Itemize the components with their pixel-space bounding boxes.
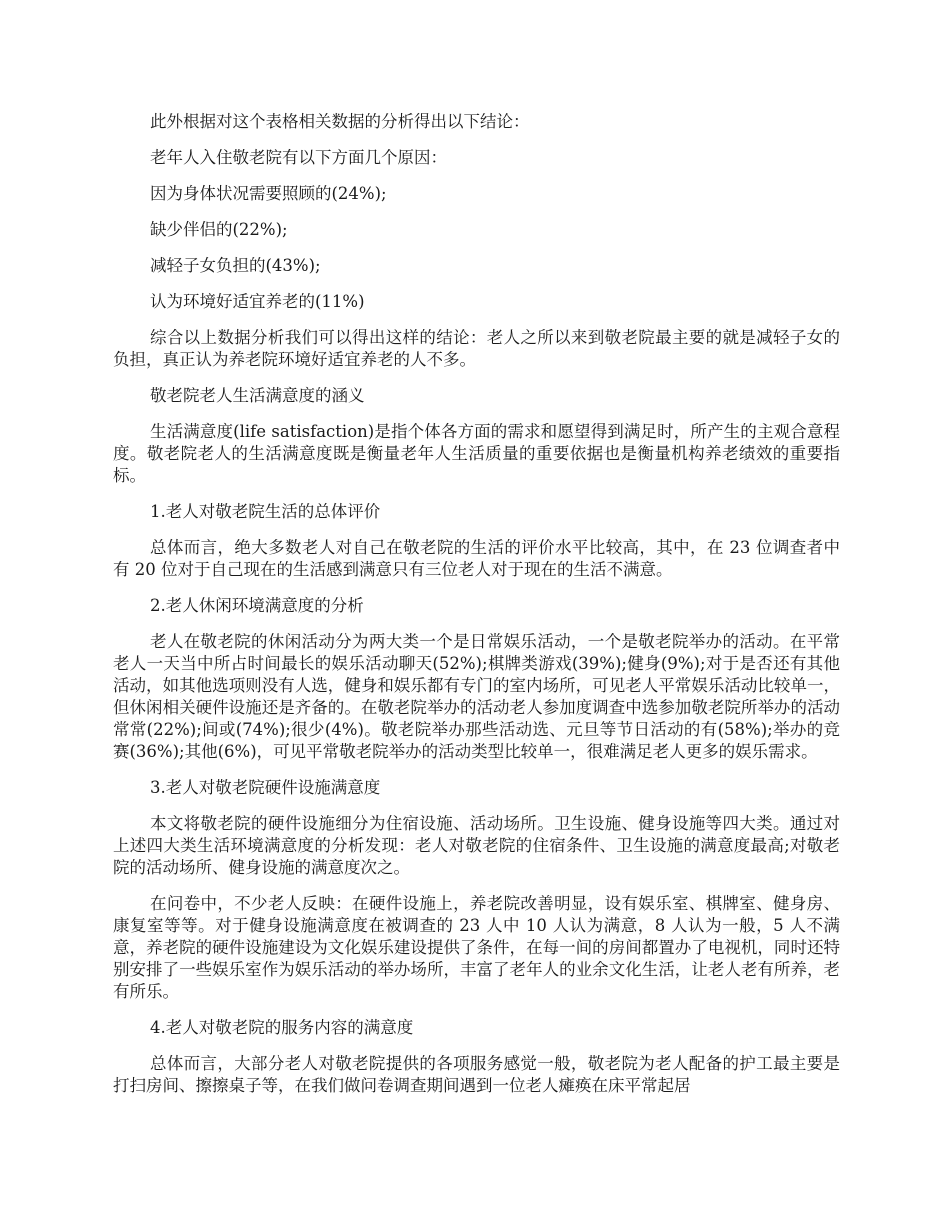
- paragraph-overall-evaluation: 总体而言，绝大多数老人对自己在敬老院的生活的评价水平比较高，其中，在 23 位调查者中有 20 位对于自己现在的生活感到满意只有三位老人对于现在的生活不满意。: [113, 538, 840, 579]
- section-heading-3: 3.老人对敬老院硬件设施满意度: [150, 778, 381, 797]
- section-heading-satisfaction-meaning: 敬老院老人生活满意度的涵义: [150, 386, 365, 405]
- document-body: [113, 111, 840, 1111]
- list-item-environment: 认为环境好适宜养老的(11%): [150, 292, 365, 311]
- paragraph-summary: 综合以上数据分析我们可以得出这样的结论：老人之所以来到敬老院最主要的就是减轻子女的负担，真正认为养老院环境好适宜养老的人不多。: [113, 328, 840, 369]
- section-heading-1: 1.老人对敬老院生活的总体评价: [150, 502, 381, 521]
- section-heading-2: 2.老人休闲环境满意度的分析: [150, 596, 364, 615]
- paragraph-conclusion-intro: 此外根据对这个表格相关数据的分析得出以下结论：: [150, 112, 530, 131]
- paragraph-facilities-classification: 本文将敬老院的硬件设施细分为住宿设施、活动场所。卫生设施、健身设施等四大类。通过对上述四大类生活环境满意度的分析发现：老人对敬老院的住宿条件、卫生设施的满意度最高;对敬老院的活动场所、健身设施的满意度次之。: [113, 814, 840, 877]
- list-item-children-burden: 减轻子女负担的(43%);: [150, 256, 321, 275]
- list-item-companion: 缺少伴侣的(22%);: [150, 220, 288, 239]
- paragraph-satisfaction-definition: 生活满意度(life satisfaction)是指个体各方面的需求和愿望得到满足时，所产生的主观合意程度。敬老院老人的生活满意度既是衡量老年人生活质量的重要依据也是衡量机构养老绩效的重要指标。: [113, 422, 840, 485]
- paragraph-questionnaire-feedback: 在问卷中，不少老人反映：在硬件设施上，养老院改善明显，设有娱乐室、棋牌室、健身房、康复室等等。对于健身设施满意度在被调查的 23 人中 10 人认为满意，8 人认为一般，5 人不满意，养老院的硬件设施建设为文化娱乐建设提供了条件，在每一间的房间都置办了电视机，同时还特别安排了一些娱乐室作为娱乐活动的举办场所，丰富了老年人的业余文化生活，让老人老有所养，老有所乐。: [113, 894, 840, 1001]
- paragraph-reasons-intro: 老年人入住敬老院有以下方面几个原因：: [150, 148, 447, 167]
- section-heading-4: 4.老人对敬老院的服务内容的满意度: [150, 1018, 414, 1037]
- paragraph-leisure-analysis: 老人在敬老院的休闲活动分为两大类一个是日常娱乐活动，一个是敬老院举办的活动。在平常老人一天当中所占时间最长的娱乐活动聊天(52%);棋牌类游戏(39%);健身(9%);对于是否还有其他活动，如其他选项则没有人选，健身和娱乐都有专门的室内场所，可见老人平常娱乐活动比较单一，但休闲相关硬件设施还是齐备的。在敬老院举办的活动老人参加度调查中选参加敬老院所举办的活动常常(22%);间或(74%);很少(4%)。敬老院举办那些活动选、元旦等节日活动的有(58%);举办的竞赛(36%);其他(6%)，可见平常敬老院举办的活动类型比较单一，很难满足老人更多的娱乐需求。: [113, 632, 840, 761]
- list-item-health: 因为身体状况需要照顾的(24%);: [150, 184, 387, 203]
- paragraph-service-satisfaction: 总体而言，大部分老人对敬老院提供的各项服务感觉一般，敬老院为老人配备的护工最主要是打扫房间、擦擦桌子等，在我们做问卷调查期间遇到一位老人瘫痪在床平常起居: [113, 1054, 840, 1095]
